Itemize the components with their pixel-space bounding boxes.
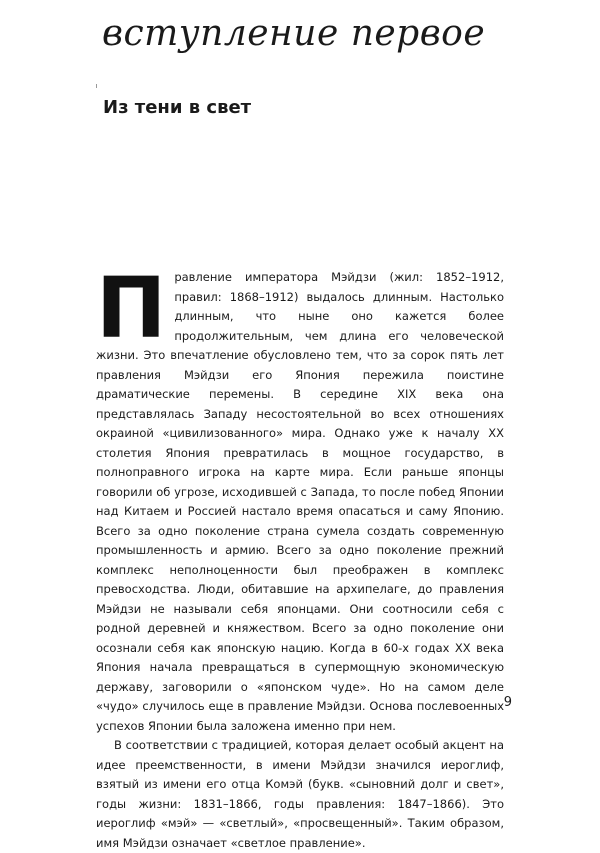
- margin-tick-mark: [96, 84, 97, 88]
- page-number: 9: [503, 695, 512, 710]
- paragraph-1: [96, 259, 504, 736]
- section-title: вступление первое: [102, 13, 486, 54]
- chapter-title: Из тени в свет: [103, 97, 252, 118]
- drop-cap: П: [96, 259, 167, 357]
- paragraph-1-text: равление императора Мэйдзи (жил: 1852–1912, правил: 1868–1912) выдалось длинным. Настолько длинным, что ныне оно кажется более продолжительным, чем длина его человеческой жизни. Это впечатление обусловлено тем, что за сорок пять лет правления Мэйдзи его Япония пережила поистине драматические перемены. В середине XIX века она представлялась Западу несостоятельной во всех отношениях окраиной «цивилизованного» мира. Однако уже к началу XX столетия Япония превратилась в мощное государство, в полноправного игрока на карте мира. Если раньше японцы говорили об угрозе, исходившей с Запада, то после побед Японии над Китаем и Россией настало время опасаться и саму Японию. Всего за одно поколение страна сумела создать современную промышленность и армию. Всего за одно поколение прежний комплекс неполноценности был преображен в комплекс превосходства. Люди, обитавшие на архипелаге, до правления Мэйдзи не называли себя японцами. Они соотносили себя с родной деревней и княжеством. Всего за одно поколение они осознали себя как японскую нацию. Когда в 60-х годах XX века Япония начала превращаться в супермощную экономическую державу, заговорили о «японском чуде». Но на самом деле «чудо» случилось еще в правление Мэйдзи. Основа послевоенных успехов Японии была заложена именно при нем.: [96, 270, 504, 733]
- body-text: [96, 259, 504, 853]
- paragraph-2: В соответствии с традицией, которая делает особый акцент на идее преемственности, в имени Мэйдзи значился иероглиф, взятый из имени его отца Комэй (букв. «сыновний долг и свет», годы жизни: 1831–1866, годы правления: 1847–1866). Это иероглиф «мэй» — «светлый», «просвещенный». Таким образом, имя Мэйдзи означает «светлое правление».: [96, 738, 504, 850]
